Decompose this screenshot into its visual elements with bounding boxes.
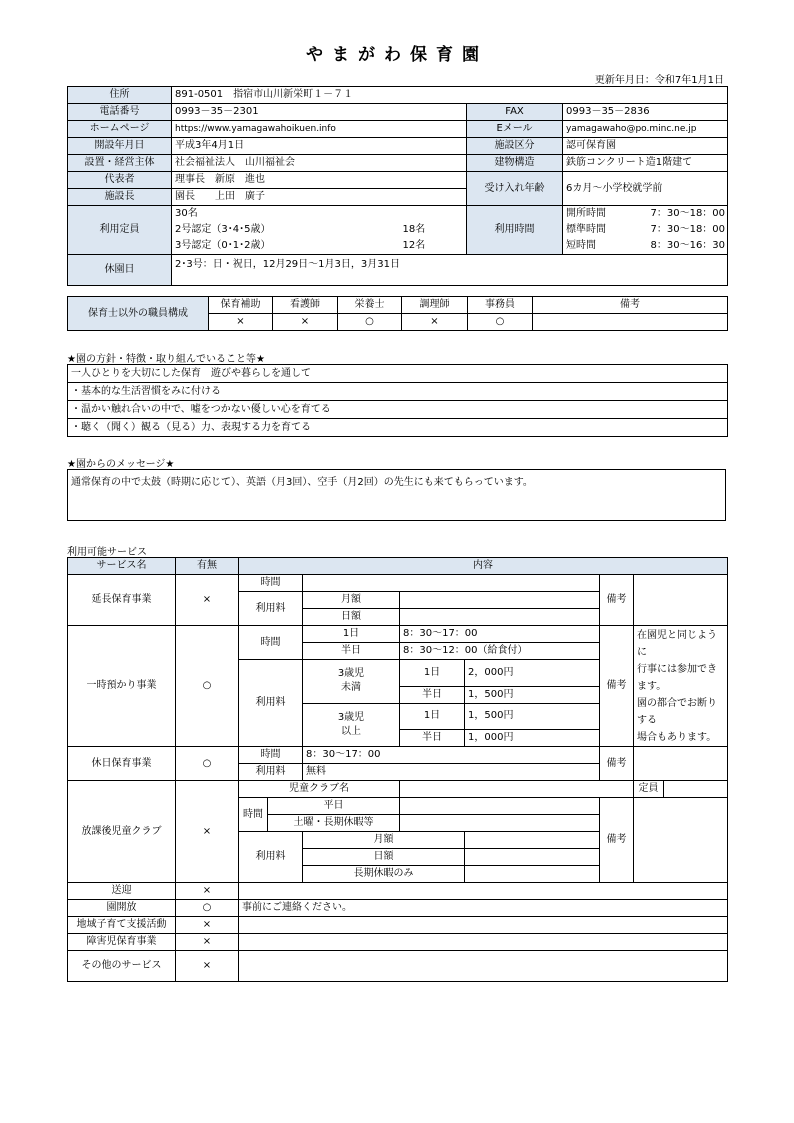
cap3-label: 3号認定（0･1･2歳）: [172, 238, 400, 255]
hours-std-value: 7：30～18：00: [648, 222, 728, 238]
afterschool-long-label: 長期休暇のみ: [303, 866, 465, 883]
address-value: 891-0501 指宿市山川新栄町１－７１: [172, 87, 728, 104]
temporary-name: 一時預かり事業: [68, 626, 176, 747]
staff-value-nutritionist: ○: [338, 314, 402, 331]
hp-label: ホームページ: [68, 121, 172, 138]
extended-monthly-value: [400, 592, 600, 609]
email-link[interactable]: yamagawaho@po.minc.ne.jp: [563, 121, 728, 138]
policy-line: ・基本的な生活習慣をみに付ける: [68, 383, 727, 401]
operator-label: 設置・経営主体: [68, 155, 172, 172]
staff-label: 保育士以外の職員構成: [68, 297, 209, 331]
cap2-label: 2号認定（3･4･5歳）: [172, 222, 400, 238]
page-title: やまがわ保育園: [306, 45, 488, 65]
hours-short-value: 8：30～16：30: [648, 238, 728, 255]
services-title-text: 利用可能サービス: [67, 547, 147, 558]
temporary-o3-full: 1，500円: [465, 703, 600, 730]
transport-name: 送迎: [68, 883, 176, 900]
director-label: 施設長: [68, 189, 172, 206]
rep-value: 理事長 新原 進也: [172, 172, 467, 189]
staff-value-assistant: ×: [209, 314, 273, 331]
capacity-total: 30名: [172, 206, 467, 223]
temporary-1day-label: 1日: [303, 626, 400, 643]
extended-time-label: 時間: [239, 575, 303, 592]
staff-header-clerk: 事務員: [468, 297, 533, 314]
extended-daily-label: 日額: [303, 609, 400, 626]
afterschool-monthly-label: 月額: [303, 832, 465, 849]
support-avail: ×: [176, 917, 239, 934]
director-value: 園長 上田 廣子: [172, 189, 467, 206]
staff-value-clerk: ○: [468, 314, 533, 331]
afterschool-sat-label: 土曜・長期休暇等: [268, 815, 400, 832]
hours-std-label: 標準時間: [563, 222, 648, 238]
hours-label: 利用時間: [467, 206, 563, 255]
transport-avail: ×: [176, 883, 239, 900]
afterschool-daily-value: [465, 849, 600, 866]
temporary-o3-half-label: 半日: [400, 730, 465, 747]
afterschool-club-label: 児童クラブ名: [239, 781, 400, 798]
closed-value: 2･3号：日・祝日，12月29日～1月3日，3月31日: [172, 255, 728, 286]
afterschool-note-value: [634, 798, 728, 883]
col-content: 内容: [239, 558, 728, 575]
cap2-value: 18名: [400, 222, 467, 238]
opened-label: 開設年月日: [68, 138, 172, 155]
email-label: Eメール: [467, 121, 563, 138]
operator-value: 社会福祉法人 山川福祉会: [172, 155, 467, 172]
phone-label: 電話番号: [68, 104, 172, 121]
message-box: [67, 469, 726, 521]
message-title: ★園からのメッセージ★: [67, 459, 175, 470]
open-garden-avail: ○: [176, 900, 239, 917]
col-service: サービス名: [68, 558, 176, 575]
afterschool-weekday-value: [400, 798, 600, 815]
temporary-avail: ○: [176, 626, 239, 747]
open-garden-name: 園開放: [68, 900, 176, 917]
capacity-label: 利用定員: [68, 206, 172, 255]
opened-value: 平成3年4月1日: [172, 138, 467, 155]
holiday-fee-value: 無料: [303, 764, 600, 781]
afterschool-capacity-value: [664, 781, 728, 798]
address-label: 住所: [68, 87, 172, 104]
staff-value-cook: ×: [402, 314, 468, 331]
hours-open-label: 開所時間: [563, 206, 648, 223]
afterschool-club-value: [400, 781, 634, 798]
other-name: その他のサービス: [68, 951, 176, 982]
extended-fee-label: 利用料: [239, 592, 303, 626]
afterschool-name: 放課後児童クラブ: [68, 781, 176, 883]
staff-header-cook: 調理師: [402, 297, 468, 314]
transport-content: [239, 883, 728, 900]
staff-header-note: 備考: [533, 297, 728, 314]
temporary-time-half: 8：30～12：00（給食付）: [400, 643, 600, 660]
services-table: [67, 557, 728, 982]
age-value: 6カ月～小学校就学前: [563, 172, 728, 206]
temporary-note-value: 在園児と同じように 行事には参加できます。 園の都合でお断りする 場合もあります。: [634, 626, 728, 747]
temporary-o3-1day-label: 1日: [400, 703, 465, 730]
phone-value: 0993－35－2301: [172, 104, 467, 121]
staff-header-assistant: 保育補助: [209, 297, 273, 314]
staff-value-note: [533, 314, 728, 331]
message-text: 通常保育の中で太鼓（時期に応じて）、英語（月3回）、空手（月2回）の先生にも来てもらっています。: [71, 477, 533, 488]
disabled-name: 障害児保育事業: [68, 934, 176, 951]
services-title: [67, 543, 167, 558]
staff-value-nurse: ×: [273, 314, 338, 331]
support-content: [239, 917, 728, 934]
policy-line: ・聴く（聞く）観る（見る）力、表現する力を育てる: [71, 422, 311, 433]
closed-label: 休園日: [68, 255, 172, 286]
extended-note-label: 備考: [600, 575, 634, 626]
policy-line: ・温かい触れ合いの中で、嘘をつかない優しい心を育てる: [68, 401, 727, 419]
policy-title: ★園の方針・特徴・取り組んでいること等★: [67, 354, 265, 365]
facility-type-value: 認可保育園: [563, 138, 728, 155]
support-name: 地域子育て支援活動: [68, 917, 176, 934]
temporary-time-label: 時間: [239, 626, 303, 660]
disabled-content: [239, 934, 728, 951]
afterschool-sat-value: [400, 815, 600, 832]
afterschool-weekday-label: 平日: [268, 798, 400, 815]
facility-type-label: 施設区分: [467, 138, 563, 155]
temporary-half-label: 半日: [303, 643, 400, 660]
disabled-avail: ×: [176, 934, 239, 951]
policy-box: [67, 364, 728, 437]
temporary-u3-half: 1，500円: [465, 686, 600, 703]
afterschool-fee-label: 利用料: [239, 832, 303, 883]
afterschool-avail: ×: [176, 781, 239, 883]
extended-name: 延長保育事業: [68, 575, 176, 626]
holiday-time-value: 8：30～17：00: [303, 747, 600, 764]
rep-label: 代表者: [68, 172, 172, 189]
hours-short-label: 短時間: [563, 238, 648, 255]
policy-line: 一人ひとりを大切にした保育 遊びや暮らしを通して: [68, 365, 727, 383]
col-avail: 有無: [176, 558, 239, 575]
temporary-under3-label: 3歳児 未満: [303, 660, 400, 704]
fax-label: FAX: [467, 104, 563, 121]
hp-link[interactable]: https://www.yamagawahoikuen.info: [172, 121, 467, 138]
afterschool-daily-label: 日額: [303, 849, 465, 866]
holiday-name: 休日保育事業: [68, 747, 176, 781]
cap3-value: 12名: [400, 238, 467, 255]
afterschool-note-label: 備考: [600, 798, 634, 883]
building-label: 建物構造: [467, 155, 563, 172]
temporary-time-full: 8：30～17：00: [400, 626, 600, 643]
fax-value: 0993－35－2836: [563, 104, 728, 121]
open-garden-content: 事前にご連絡ください。: [239, 900, 728, 917]
holiday-time-label: 時間: [239, 747, 303, 764]
temporary-u3-1day-label: 1日: [400, 660, 465, 687]
holiday-fee-label: 利用料: [239, 764, 303, 781]
holiday-avail: ○: [176, 747, 239, 781]
afterschool-monthly-value: [465, 832, 600, 849]
extended-time-value: [303, 575, 600, 592]
info-table: [67, 86, 728, 286]
afterschool-long-value: [465, 866, 600, 883]
extended-monthly-label: 月額: [303, 592, 400, 609]
staff-header-nutritionist: 栄養士: [338, 297, 402, 314]
building-value: 鉄筋コンクリート造1階建て: [563, 155, 728, 172]
temporary-fee-label: 利用料: [239, 660, 303, 747]
other-content: [239, 951, 728, 982]
temporary-u3-half-label: 半日: [400, 686, 465, 703]
extended-note-value: [634, 575, 728, 626]
staff-table: [67, 296, 728, 331]
extended-avail: ×: [176, 575, 239, 626]
hours-open-value: 7：30～18：00: [648, 206, 728, 223]
temporary-u3-full: 2，000円: [465, 660, 600, 687]
updated-date: 更新年月日：令和7年1月1日: [594, 75, 724, 86]
holiday-note-label: 備考: [600, 747, 634, 781]
temporary-note-label: 備考: [600, 626, 634, 747]
afterschool-capacity-label: 定員: [634, 781, 664, 798]
extended-daily-value: [400, 609, 600, 626]
temporary-over3-label: 3歳児 以上: [303, 703, 400, 747]
holiday-note-value: [634, 747, 728, 781]
temporary-o3-half: 1，000円: [465, 730, 600, 747]
other-avail: ×: [176, 951, 239, 982]
age-label: 受け入れ年齢: [467, 172, 563, 206]
afterschool-time-label: 時間: [239, 798, 268, 832]
staff-header-nurse: 看護師: [273, 297, 338, 314]
